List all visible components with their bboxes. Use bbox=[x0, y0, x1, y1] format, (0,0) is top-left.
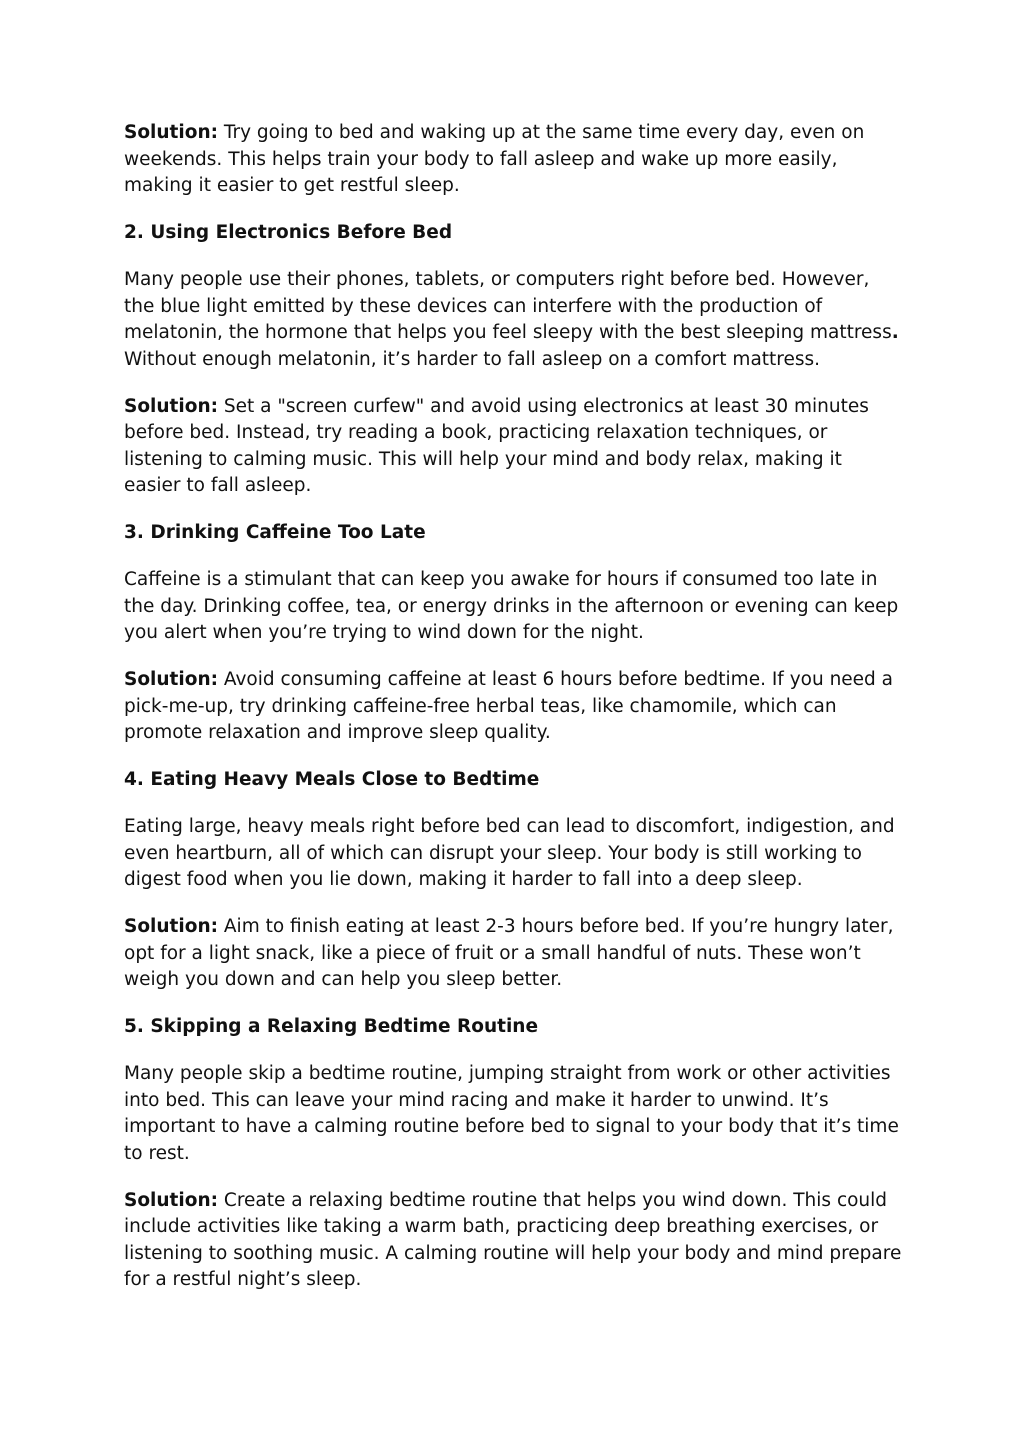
solution-label: Solution: bbox=[124, 122, 219, 143]
solution-text: Create a relaxing bedtime routine that helps you wind down. This could include activities like taking a warm bath, practicing deep breathing exercises, or listening to soothing music. A calming routine will help your body and mind prepare for a restful night’s sleep. bbox=[124, 1189, 902, 1290]
body-paragraph-3: Caffeine is a stimulant that can keep you awake for hours if consumed too late in the day. Drinking coffee, tea, or energy drinks in the afternoon or evening can keep you alert when you’re trying to wind down for the night. bbox=[124, 569, 899, 643]
solution-text: Avoid consuming caffeine at least 6 hours before bedtime. If you need a pick-me-up, try drinking caffeine-free herbal teas, like chamomile, which can promote relaxation and improve sleep quality. bbox=[124, 669, 894, 743]
body-paragraph-2 bbox=[124, 267, 904, 373]
section-heading-4: 4. Eating Heavy Meals Close to Bedtime bbox=[124, 769, 540, 790]
body-bold-period: . bbox=[891, 322, 899, 343]
solution-paragraph-1 bbox=[124, 120, 904, 200]
solution-text: Set a "screen curfew" and avoid using electronics at least 30 minutes before bed. Instead, try reading a book, practicing relaxation techniques, or listening to calming music. This will help your mind and body relax, making it easier to fall asleep. bbox=[124, 395, 869, 496]
body-text-part2: Without enough melatonin, it’s harder to fall asleep on a comfort mattress. bbox=[124, 348, 821, 370]
solution-label: Solution: bbox=[124, 669, 219, 690]
solution-paragraph-2 bbox=[124, 394, 904, 500]
solution-label: Solution: bbox=[124, 395, 219, 417]
solution-label: Solution: bbox=[124, 916, 219, 937]
solution-text: Try going to bed and waking up at the same time every day, even on weekends. This helps train your body to fall asleep and wake up more easily, making it easier to get restful sleep. bbox=[124, 122, 865, 196]
body-paragraph-5: Many people skip a bedtime routine, jumping straight from work or other activities into bed. This can leave your mind racing and make it harder to unwind. It’s important to have a calming routine before bed to signal to your body that it’s time to rest. bbox=[124, 1063, 899, 1164]
section-heading-5: 5. Skipping a Relaxing Bedtime Routine bbox=[124, 1016, 539, 1037]
document-page bbox=[124, 120, 904, 1314]
body-text-part1: Many people use their phones, tablets, or computers right before bed. However, the blue light emitted by these devices can interfere with the production of melatonin, the hormone that helps you feel sleepy with the best sleeping mattress bbox=[124, 269, 892, 343]
solution-paragraph-3 bbox=[124, 667, 904, 747]
solution-label: Solution: bbox=[124, 1189, 219, 1211]
section-heading-3: 3. Drinking Caffeine Too Late bbox=[124, 522, 426, 543]
solution-paragraph-5 bbox=[124, 1188, 904, 1294]
section-heading-2: 2. Using Electronics Before Bed bbox=[124, 222, 453, 243]
solution-paragraph-4 bbox=[124, 914, 904, 994]
body-paragraph-4: Eating large, heavy meals right before bed can lead to discomfort, indigestion, and even heartburn, all of which can disrupt your sleep. Your body is still working to digest food when you lie down, making it harder to fall into a deep sleep. bbox=[124, 816, 895, 890]
solution-text: Aim to finish eating at least 2-3 hours before bed. If you’re hungry later, opt for a light snack, like a piece of fruit or a small handful of nuts. These won’t weigh you down and can help you sleep better. bbox=[124, 916, 894, 990]
